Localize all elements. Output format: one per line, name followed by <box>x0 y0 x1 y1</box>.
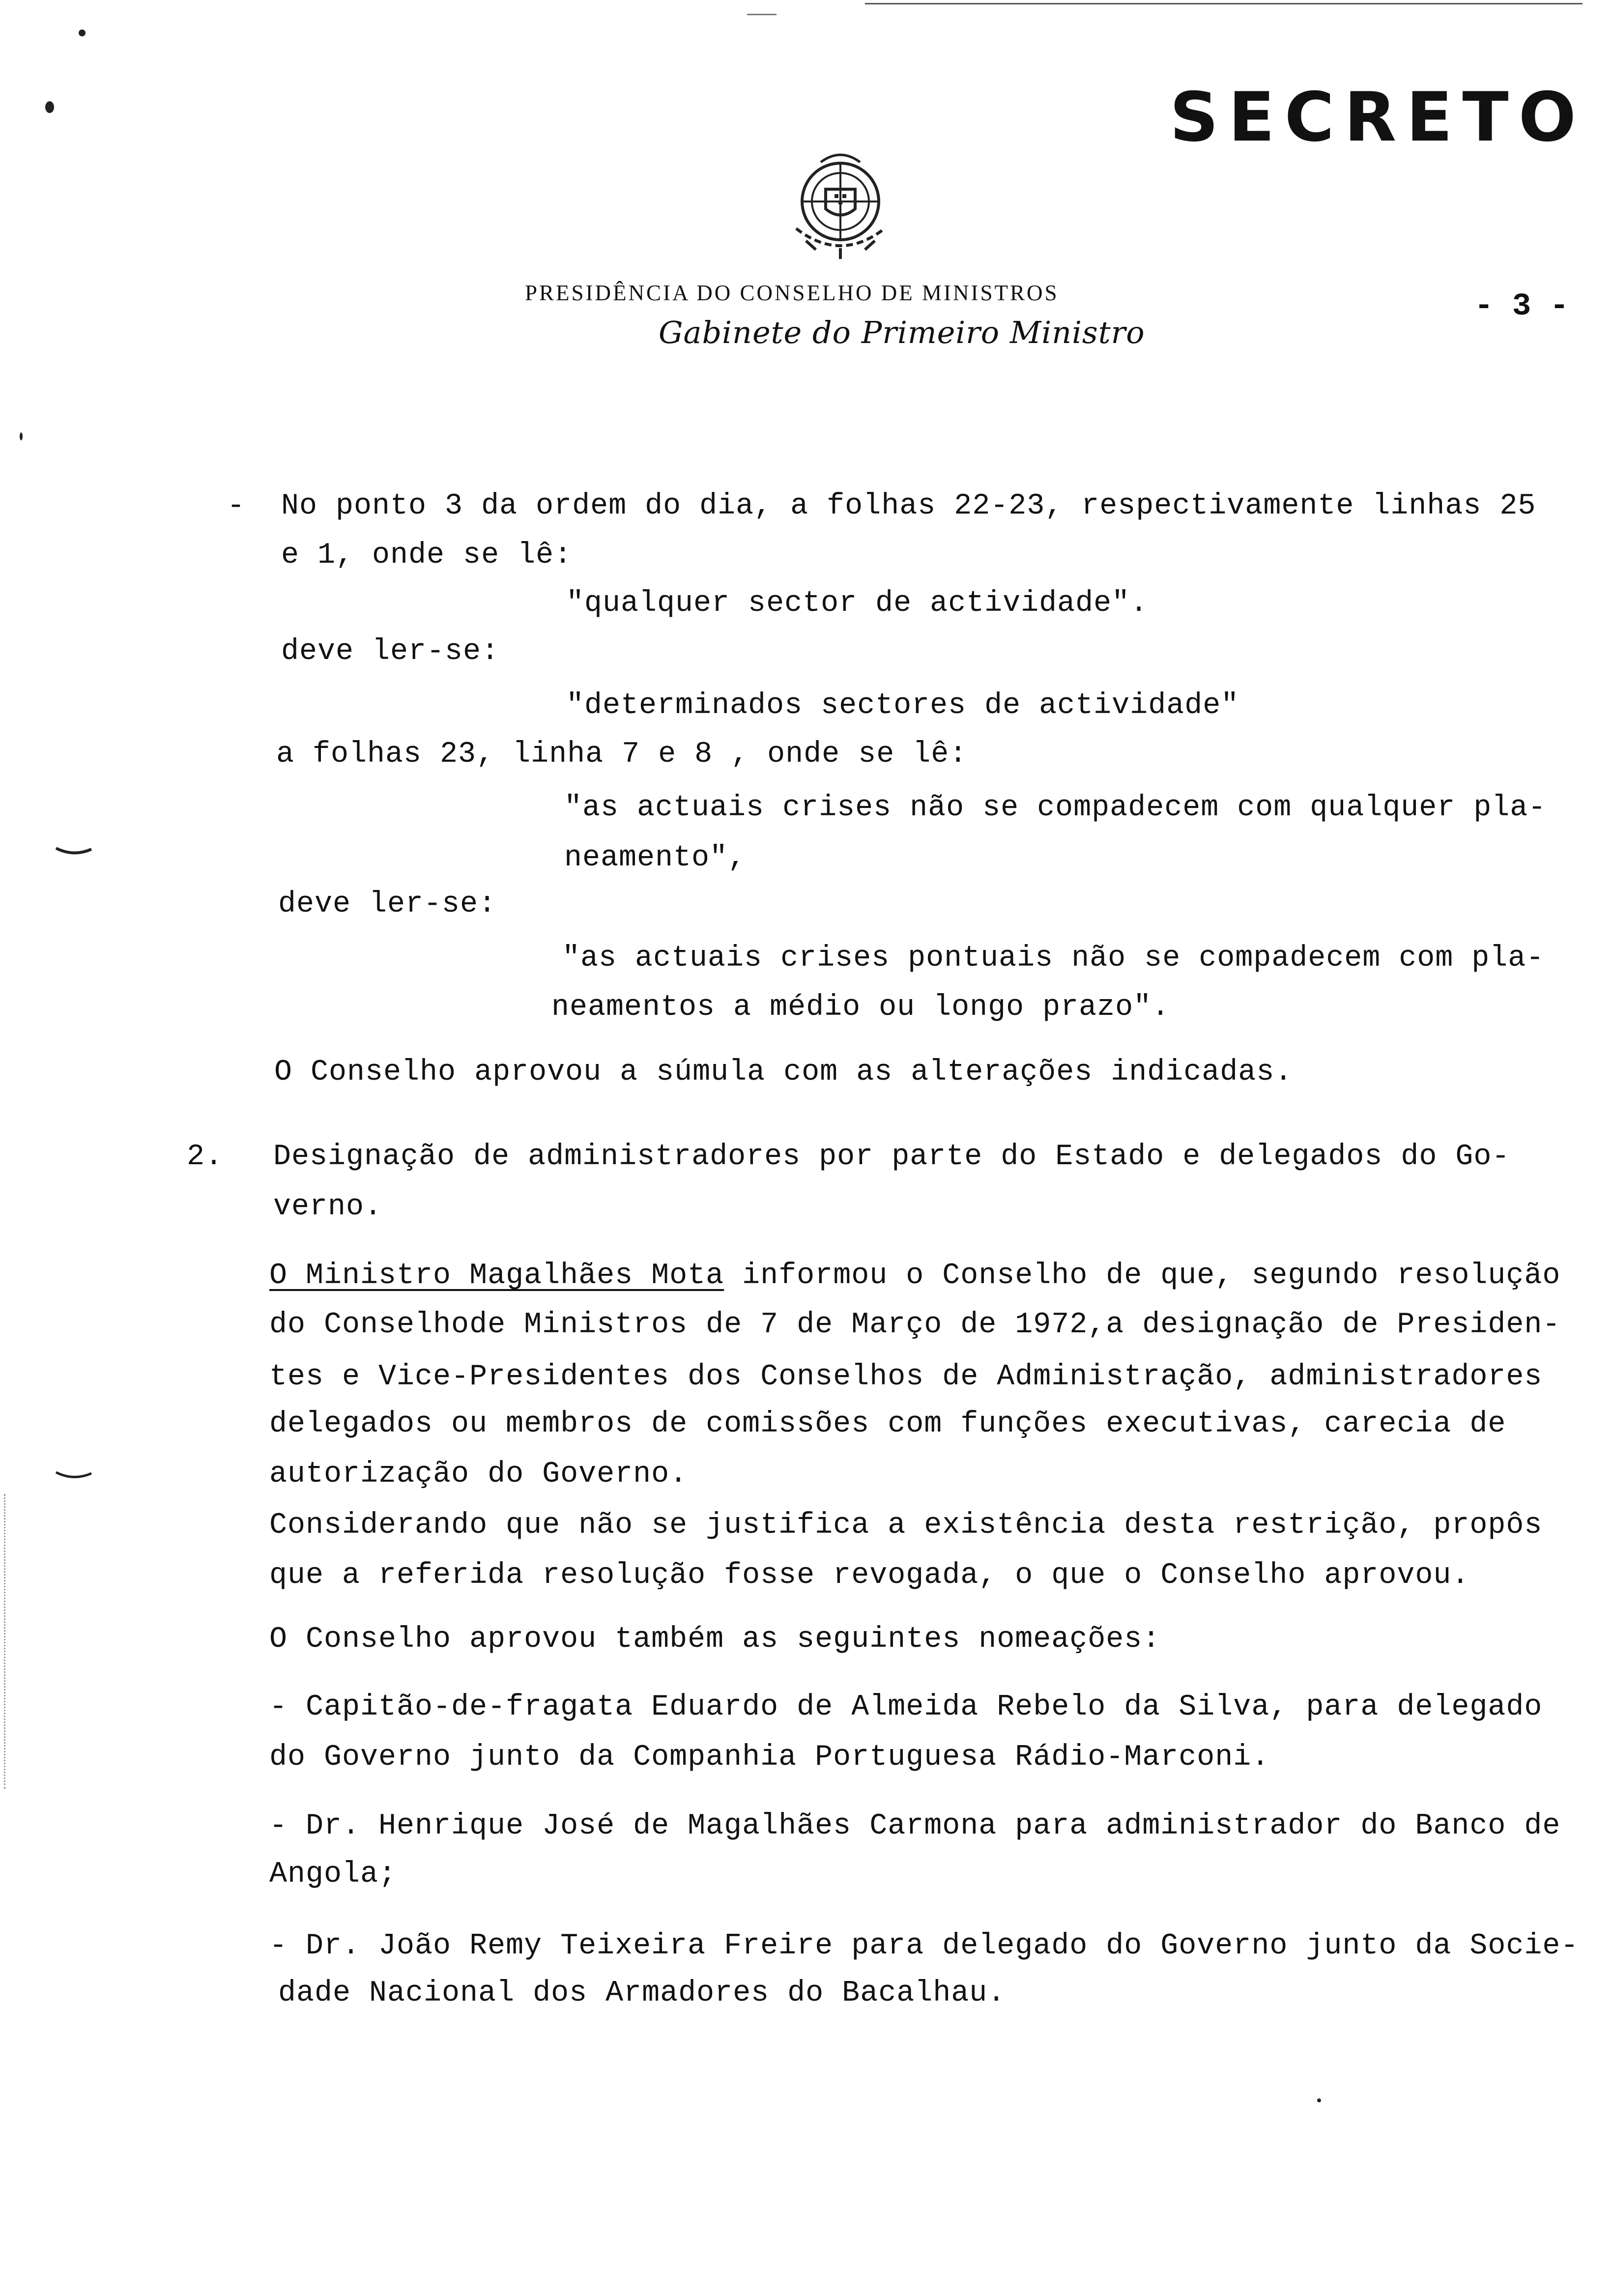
paragraph-line: O Conselho aprovou também as seguintes nomeações: <box>269 1623 1161 1656</box>
appointment-item: dade Nacional dos Armadores do Bacalhau. <box>278 1977 1006 2010</box>
scan-line-top-2 <box>747 14 777 15</box>
scan-mark <box>54 1469 93 1484</box>
quoted-text: "as actuais crises não se compadecem com qualquer pla- <box>564 791 1547 825</box>
appointment-item: - Capitão-de-fragata Eduardo de Almeida Rebelo da Silva, para delegado <box>269 1691 1543 1724</box>
text-line: e 1, onde se lê: <box>281 539 573 572</box>
appointment-item: - Dr. João Remy Teixeira Freire para delegado do Governo junto da Socie- <box>269 1929 1579 1963</box>
paragraph-line: tes e Vice-Presidentes dos Conselhos de Administração, administradores <box>269 1360 1543 1394</box>
appointment-item: do Governo junto da Companhia Portuguesa Rádio-Marconi. <box>269 1741 1270 1774</box>
coat-of-arms-emblem <box>777 143 904 265</box>
quoted-text: "qualquer sector de actividade". <box>566 587 1149 620</box>
quoted-text: neamentos a médio ou longo prazo". <box>551 991 1170 1024</box>
quoted-text: "as actuais crises pontuais não se compadecem com pla- <box>562 942 1545 975</box>
scan-speck <box>1317 2098 1321 2102</box>
section-title: verno. <box>273 1190 383 1224</box>
scan-speck <box>20 432 23 440</box>
bullet-dash: - <box>227 489 246 523</box>
classification-stamp: SECRETO <box>1170 78 1586 157</box>
section-number: 2. <box>187 1140 224 1174</box>
paragraph-line: do Conselhode Ministros de 7 de Março de 1972,a designação de Presiden- <box>269 1308 1561 1342</box>
scan-speck <box>79 29 86 36</box>
paragraph-text: informou o Conselho de que, segundo resolução <box>724 1259 1561 1292</box>
paragraph-line: autorização do Governo. <box>269 1458 688 1491</box>
text-line: deve ler-se: <box>278 888 497 921</box>
office-signature: Gabinete do Primeiro Ministro <box>659 315 1145 350</box>
text-line: O Conselho aprovou a súmula com as alterações indicadas. <box>274 1056 1293 1089</box>
institution-name: PRESIDÊNCIA DO CONSELHO DE MINISTROS <box>525 281 1059 305</box>
appointment-item: - Dr. Henrique José de Magalhães Carmona para administrador do Banco de <box>269 1809 1561 1843</box>
paragraph-line <box>269 1261 1560 1291</box>
paragraph-line: que a referida resolução fosse revogada, o que o Conselho aprovou. <box>269 1559 1470 1592</box>
quoted-text: "determinados sectores de actividade" <box>566 689 1239 722</box>
minister-name: O Ministro Magalhães Mota <box>269 1259 724 1292</box>
scan-line-top <box>865 3 1583 4</box>
section-title: Designação de administradores por parte do Estado e delegados do Go- <box>273 1140 1510 1174</box>
scan-mark <box>54 845 93 860</box>
text-line: No ponto 3 da ordem do dia, a folhas 22-23, respectivamente linhas 25 <box>281 489 1536 523</box>
page-number: - 3 - <box>1474 289 1569 324</box>
quoted-text: neamento", <box>564 841 747 875</box>
paragraph-line: Considerando que não se justifica a existência desta restrição, propôs <box>269 1509 1543 1542</box>
text-line: a folhas 23, linha 7 e 8 , onde se lê: <box>276 738 968 771</box>
appointment-item: Angola; <box>269 1858 397 1891</box>
paragraph-line: delegados ou membros de comissões com funções executivas, carecia de <box>269 1407 1506 1441</box>
scan-margin-dots <box>4 1494 7 1789</box>
scan-speck <box>45 101 54 113</box>
text-line: deve ler-se: <box>281 635 500 668</box>
